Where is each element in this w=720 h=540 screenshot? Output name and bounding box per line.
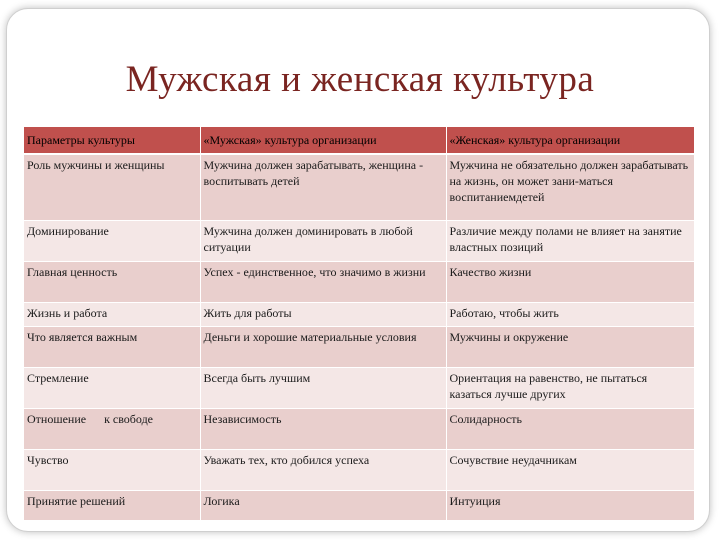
table-cell: Чувство (24, 450, 200, 491)
table-row (24, 327, 694, 368)
table-cell: Мужчины и окружение (446, 327, 694, 368)
table-cell: Уважать тех, кто добился успеха (200, 450, 446, 491)
table-cell: Различие между полами не влияет на занятие властных позиций (446, 221, 694, 262)
table-row (24, 491, 694, 521)
table-cell: Что является важным (24, 327, 200, 368)
table-row (24, 221, 694, 262)
table-cell: Отношение к свободе (24, 409, 200, 450)
culture-table (24, 127, 695, 521)
table-cell: Интуиция (446, 491, 694, 521)
table-cell: Принятие решений (24, 491, 200, 521)
table-row (24, 409, 694, 450)
table-cell: Солидарность (446, 409, 694, 450)
table-cell: Мужчина не обязательно должен зарабатывать на жизнь, он может зани-маться воспитаниемдетей (446, 154, 694, 221)
header-parameters: Параметры культуры (24, 127, 200, 154)
table-cell: Независимость (200, 409, 446, 450)
table-cell: Ориентация на равенство, не пытаться казаться лучше других (446, 368, 694, 409)
table-cell: Роль мужчины и женщины (24, 154, 200, 221)
table-cell: Качество жизни (446, 262, 694, 303)
table-cell: Жизнь и работа (24, 303, 200, 327)
table-cell: Успех - единственное, что значимо в жизни (200, 262, 446, 303)
table-cell: Работаю, чтобы жить (446, 303, 694, 327)
table-row (24, 368, 694, 409)
table-cell: Логика (200, 491, 446, 521)
table-header-row (24, 127, 694, 154)
table-row (24, 303, 694, 327)
header-masculine: «Мужская» культура организации (200, 127, 446, 154)
table-cell: Главная ценность (24, 262, 200, 303)
table-cell: Мужчина должен зарабатывать, женщина - воспитывать детей (200, 154, 446, 221)
page-title: Мужская и женская культура (125, 59, 595, 100)
table-cell: Доминирование (24, 221, 200, 262)
table-row (24, 154, 694, 221)
header-feminine: «Женская» культура организации (446, 127, 694, 154)
table-cell: Мужчина должен доминировать в любой ситуации (200, 221, 446, 262)
table-row (24, 262, 694, 303)
table-row (24, 450, 694, 491)
table-cell: Всегда быть лучшим (200, 368, 446, 409)
table-cell: Жить для работы (200, 303, 446, 327)
table-cell: Стремление (24, 368, 200, 409)
table-cell: Деньги и хорошие материальные условия (200, 327, 446, 368)
table-cell: Сочувствие неудачникам (446, 450, 694, 491)
